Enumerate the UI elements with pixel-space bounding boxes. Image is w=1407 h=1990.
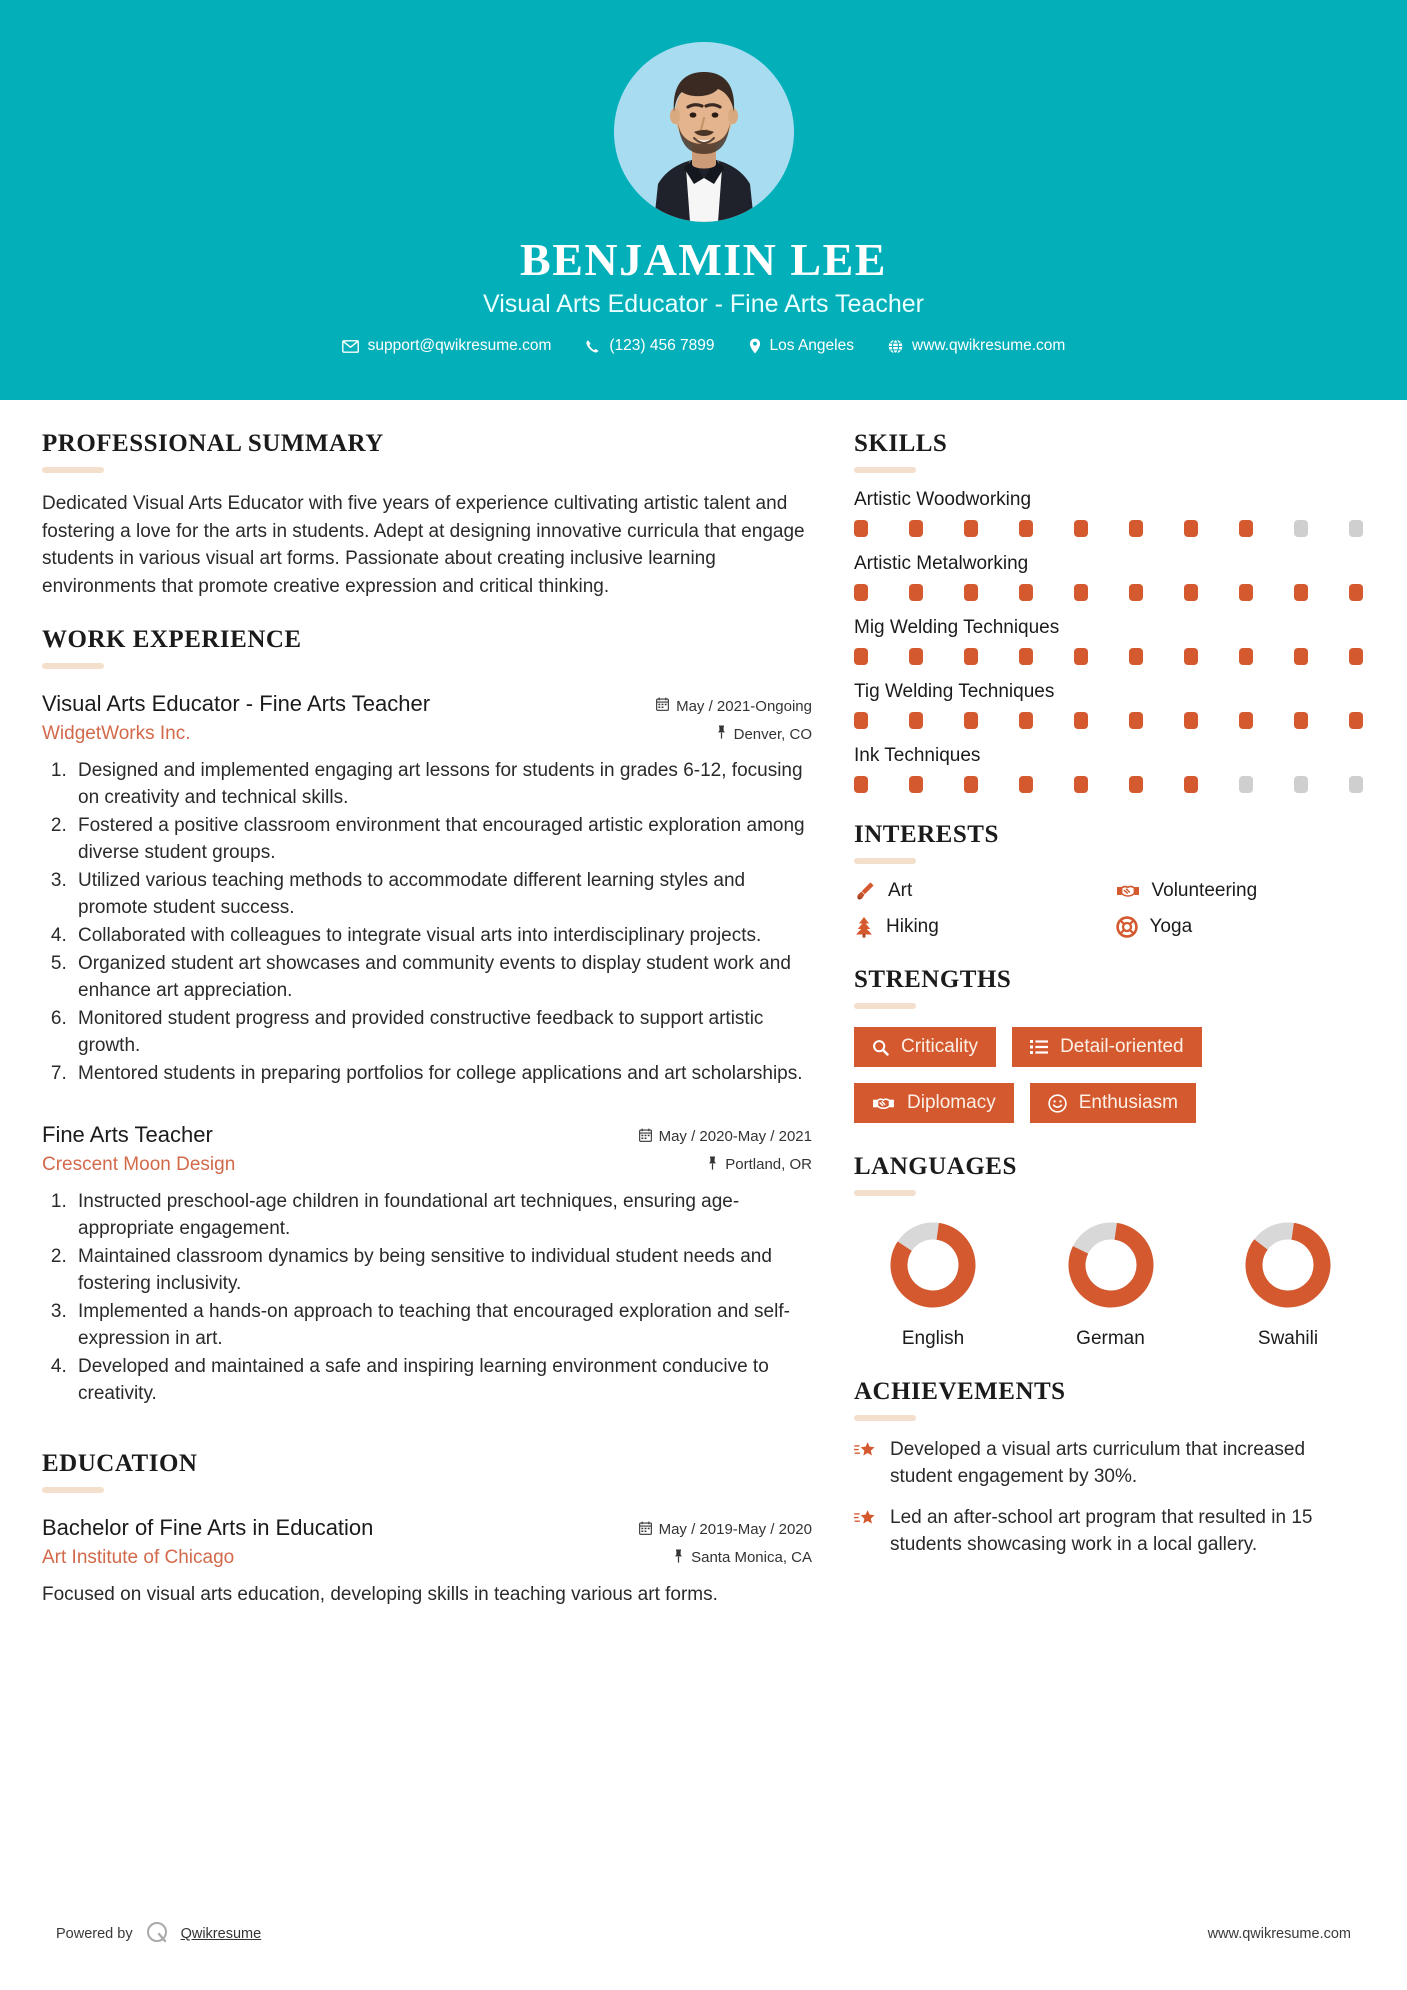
section-education xyxy=(42,1450,812,1609)
achievement-text: Developed a visual arts curriculum that increased student engagement by 30%. xyxy=(890,1439,1306,1487)
skill-item xyxy=(854,617,1367,665)
work-dates-value: May / 2021-Ongoing xyxy=(676,697,812,715)
skill-dot xyxy=(909,520,923,537)
language-label: English xyxy=(901,1328,965,1349)
skill-item xyxy=(854,553,1367,601)
skill-dot xyxy=(1019,648,1033,665)
smiley-icon xyxy=(1048,1094,1067,1113)
skill-rating xyxy=(854,584,1367,601)
skill-dot xyxy=(964,648,978,665)
paintbrush-icon xyxy=(854,880,876,902)
lifebuoy-icon xyxy=(1116,916,1138,938)
strength-label: Criticality xyxy=(901,1036,979,1057)
contact-bar xyxy=(325,337,1083,355)
section-strengths xyxy=(854,966,1367,1123)
skill-label: Mig Welding Techniques xyxy=(854,617,1060,638)
section-work-experience xyxy=(42,626,812,1407)
shooting-star-icon xyxy=(854,1505,877,1558)
strength-chip-enthusiasm[interactable] xyxy=(1030,1083,1196,1123)
skill-dot xyxy=(1239,712,1253,729)
strength-chip-criticality[interactable] xyxy=(854,1027,996,1067)
skill-dot xyxy=(854,648,868,665)
skill-dot xyxy=(1349,584,1363,601)
skill-dot xyxy=(1019,776,1033,793)
skill-dot xyxy=(1184,712,1198,729)
skill-dot xyxy=(854,584,868,601)
qwikresume-logo-icon xyxy=(145,1920,169,1948)
skill-dot xyxy=(909,712,923,729)
work-bullets xyxy=(42,1189,812,1408)
list-item: 4. Collaborated with colleagues to integrate visual arts into interdisciplinary projects. xyxy=(72,923,812,950)
resume-body xyxy=(0,400,1407,1614)
list-item: 2. Fostered a positive classroom environment that encouraged artistic exploration among diverse student groups. xyxy=(72,813,812,867)
work-dates xyxy=(639,1128,812,1146)
contact-location-value: Los Angeles xyxy=(769,337,854,355)
section-rule xyxy=(854,858,916,864)
skill-dot xyxy=(1294,648,1308,665)
work-dates-value: May / 2020-May / 2021 xyxy=(658,1128,812,1146)
work-entry xyxy=(42,1122,812,1408)
calendar-icon xyxy=(656,697,669,715)
skill-dot xyxy=(1184,584,1198,601)
skill-dot xyxy=(1349,776,1363,793)
list-item: 7. Mentored students in preparing portfolios for college applications and art scholarships. xyxy=(72,1061,812,1088)
section-heading: PROFESSIONAL SUMMARY xyxy=(42,430,384,457)
search-icon xyxy=(872,1039,889,1056)
left-column xyxy=(42,430,812,1614)
education-description: Focused on visual arts education, developing skills in teaching various art forms. xyxy=(42,1583,718,1605)
skill-dot xyxy=(1294,584,1308,601)
list-item: 1. Designed and implemented engaging art lessons for students in grades 6-12, focusing on creativity and technical skills. xyxy=(72,758,812,812)
skill-dot xyxy=(1074,648,1088,665)
skill-dot xyxy=(1019,712,1033,729)
skill-dot xyxy=(1294,712,1308,729)
work-location xyxy=(707,1156,812,1174)
work-dates xyxy=(656,697,812,715)
education-location-value: Santa Monica, CA xyxy=(691,1549,812,1567)
skill-rating xyxy=(854,712,1367,729)
list-icon xyxy=(1030,1039,1048,1055)
section-rule xyxy=(854,467,916,473)
contact-phone-value: (123) 456 7899 xyxy=(609,337,715,355)
contact-email[interactable] xyxy=(325,337,569,355)
skill-item xyxy=(854,489,1367,537)
footer-brand-link[interactable]: Qwikresume xyxy=(180,1926,262,1942)
skill-dot xyxy=(909,776,923,793)
section-skills xyxy=(854,430,1367,793)
work-company: WidgetWorks Inc. xyxy=(42,723,191,745)
skill-dot xyxy=(964,520,978,537)
handshake-icon xyxy=(1116,881,1140,901)
interest-item-yoga xyxy=(1116,916,1368,938)
contact-website-value: www.qwikresume.com xyxy=(912,337,1066,355)
skill-dot xyxy=(1239,648,1253,665)
list-item: 3. Implemented a hands-on approach to teaching that encouraged exploration and self-expression in art. xyxy=(72,1299,812,1353)
language-item xyxy=(1213,1218,1363,1350)
skill-dot xyxy=(1129,584,1143,601)
skill-dot xyxy=(1129,712,1143,729)
skill-dot xyxy=(1019,584,1033,601)
list-item: 5. Organized student art showcases and community events to display student work and enhance art appreciation. xyxy=(72,951,812,1005)
education-dates-value: May / 2019-May / 2020 xyxy=(658,1521,812,1539)
language-label: German xyxy=(1076,1328,1145,1349)
skill-dot xyxy=(854,520,868,537)
skill-dot xyxy=(1129,520,1143,537)
list-item: 3. Utilized various teaching methods to accommodate different learning styles and promote student success. xyxy=(72,868,812,922)
skill-rating xyxy=(854,648,1367,665)
education-degree: Bachelor of Fine Arts in Education xyxy=(42,1514,374,1540)
section-rule xyxy=(42,467,104,473)
skill-dot xyxy=(1239,520,1253,537)
skill-label: Tig Welding Techniques xyxy=(854,681,1055,702)
skill-rating xyxy=(854,520,1367,537)
language-item xyxy=(1036,1218,1186,1350)
language-item xyxy=(858,1218,1008,1350)
skill-label: Ink Techniques xyxy=(854,745,981,766)
work-company: Crescent Moon Design xyxy=(42,1153,236,1175)
skill-dot xyxy=(1349,520,1363,537)
language-list xyxy=(854,1218,1367,1350)
achievement-list xyxy=(854,1437,1367,1558)
contact-website[interactable] xyxy=(871,337,1082,355)
strength-chip-detail-oriented[interactable] xyxy=(1012,1027,1202,1067)
page-title: BENJAMIN LEE xyxy=(520,234,887,285)
skill-dot xyxy=(1239,776,1253,793)
interest-item-volunteering xyxy=(1116,880,1368,902)
footer-website[interactable]: www.qwikresume.com xyxy=(1207,1926,1351,1942)
summary-text: Dedicated Visual Arts Educator with five years of experience cultivating artistic talent and fostering a love for the arts in students. Adept at designing innovative curricula that engage students in various visual art forms. Passionate about creating inclusive learning environments that promote creative expression and critical thinking. xyxy=(42,493,805,597)
skill-dot xyxy=(909,584,923,601)
shooting-star-icon xyxy=(854,1437,877,1490)
calendar-icon xyxy=(639,1521,652,1539)
section-rule xyxy=(854,1003,916,1009)
skill-dot xyxy=(1129,648,1143,665)
achievement-text: Led an after-school art program that resulted in 15 students showcasing work in a local gallery. xyxy=(890,1507,1313,1555)
section-professional-summary xyxy=(42,430,812,600)
education-entry xyxy=(42,1515,812,1609)
calendar-icon xyxy=(639,1128,652,1146)
strength-label: Diplomacy xyxy=(907,1092,996,1113)
globe-icon xyxy=(888,339,903,354)
skill-dot xyxy=(964,776,978,793)
resume-header xyxy=(0,0,1407,400)
skill-dot xyxy=(1019,520,1033,537)
skill-dot xyxy=(964,584,978,601)
section-heading: SKILLS xyxy=(854,430,948,457)
work-entry xyxy=(42,691,812,1088)
section-interests xyxy=(854,821,1367,938)
skill-dot xyxy=(1349,712,1363,729)
interest-list xyxy=(854,880,1367,938)
skill-dot xyxy=(909,648,923,665)
skill-label: Artistic Woodworking xyxy=(854,489,1032,510)
strength-label: Enthusiasm xyxy=(1078,1092,1178,1113)
skill-dot xyxy=(854,776,868,793)
skill-dot xyxy=(1184,648,1198,665)
skill-dot xyxy=(1239,584,1253,601)
section-achievements xyxy=(854,1378,1367,1558)
language-label: Swahili xyxy=(1257,1328,1319,1349)
language-donut xyxy=(1213,1218,1363,1317)
handshake-icon xyxy=(872,1094,895,1113)
education-dates xyxy=(639,1521,812,1539)
section-heading: EDUCATION xyxy=(42,1449,198,1477)
phone-icon xyxy=(585,339,600,354)
section-heading: ACHIEVEMENTS xyxy=(854,1378,1066,1405)
job-title: Visual Arts Educator - Fine Arts Teacher xyxy=(483,290,924,319)
language-donut xyxy=(1036,1218,1186,1317)
section-heading: WORK EXPERIENCE xyxy=(42,626,302,654)
work-bullets xyxy=(42,758,812,1088)
footer-powered-by xyxy=(56,1920,261,1948)
skill-dot xyxy=(1129,776,1143,793)
strength-list xyxy=(854,1027,1367,1123)
skill-dot xyxy=(854,712,868,729)
pin-icon xyxy=(673,1549,684,1567)
pin-icon xyxy=(716,725,727,743)
skill-dot xyxy=(1184,520,1198,537)
envelope-icon xyxy=(342,340,359,353)
tree-icon xyxy=(854,916,874,938)
section-heading: INTERESTS xyxy=(854,821,999,848)
skill-dot xyxy=(1349,648,1363,665)
interest-label: Art xyxy=(888,880,913,901)
footer xyxy=(0,1920,1407,1948)
work-location-value: Portland, OR xyxy=(725,1156,812,1174)
list-item: 2. Maintained classroom dynamics by being sensitive to individual student needs and fostering inclusivity. xyxy=(72,1244,812,1298)
work-role: Fine Arts Teacher xyxy=(42,1121,213,1147)
interest-item-art xyxy=(854,880,1106,902)
skill-dot xyxy=(1074,584,1088,601)
skill-dot xyxy=(1184,776,1198,793)
powered-by-label: Powered by xyxy=(56,1926,133,1942)
map-pin-icon xyxy=(749,338,761,354)
section-rule xyxy=(42,663,104,669)
list-item: 4. Developed and maintained a safe and inspiring learning environment conducive to creativity. xyxy=(72,1354,812,1408)
pin-icon xyxy=(707,1156,718,1174)
section-rule xyxy=(854,1190,916,1196)
skill-item xyxy=(854,681,1367,729)
work-location xyxy=(716,725,812,743)
strength-label: Detail-oriented xyxy=(1060,1036,1184,1057)
contact-email-value: support@qwikresume.com xyxy=(367,337,552,355)
skill-dot xyxy=(1074,520,1088,537)
contact-phone[interactable] xyxy=(568,337,731,355)
section-heading: LANGUAGES xyxy=(854,1153,1017,1180)
right-column xyxy=(854,430,1367,1614)
skill-label: Artistic Metalworking xyxy=(854,553,1029,574)
interest-label: Yoga xyxy=(1149,916,1193,937)
achievement-item xyxy=(854,1505,1367,1558)
achievement-item xyxy=(854,1437,1367,1490)
interest-item-hiking xyxy=(854,916,1106,938)
work-role: Visual Arts Educator - Fine Arts Teacher xyxy=(42,691,431,717)
section-heading: STRENGTHS xyxy=(854,966,1012,993)
section-languages xyxy=(854,1153,1367,1350)
list-item: 1. Instructed preschool-age children in foundational art techniques, ensuring age-appropriate engagement. xyxy=(72,1189,812,1243)
list-item: 6. Monitored student progress and provided constructive feedback to support artistic growth. xyxy=(72,1006,812,1060)
avatar xyxy=(614,42,794,222)
skill-dot xyxy=(964,712,978,729)
contact-location[interactable] xyxy=(732,337,871,355)
strength-chip-diplomacy[interactable] xyxy=(854,1083,1014,1123)
education-school: Art Institute of Chicago xyxy=(42,1546,235,1568)
language-donut xyxy=(858,1218,1008,1317)
skill-dot xyxy=(1294,520,1308,537)
section-rule xyxy=(854,1415,916,1421)
section-rule xyxy=(42,1487,104,1493)
education-location xyxy=(673,1549,812,1567)
skill-dot xyxy=(1074,712,1088,729)
skill-dot xyxy=(1074,776,1088,793)
skill-dot xyxy=(1294,776,1308,793)
interest-label: Volunteering xyxy=(1151,880,1258,901)
skill-item xyxy=(854,745,1367,793)
work-location-value: Denver, CO xyxy=(733,725,812,743)
skill-rating xyxy=(854,776,1367,793)
interest-label: Hiking xyxy=(886,916,939,937)
